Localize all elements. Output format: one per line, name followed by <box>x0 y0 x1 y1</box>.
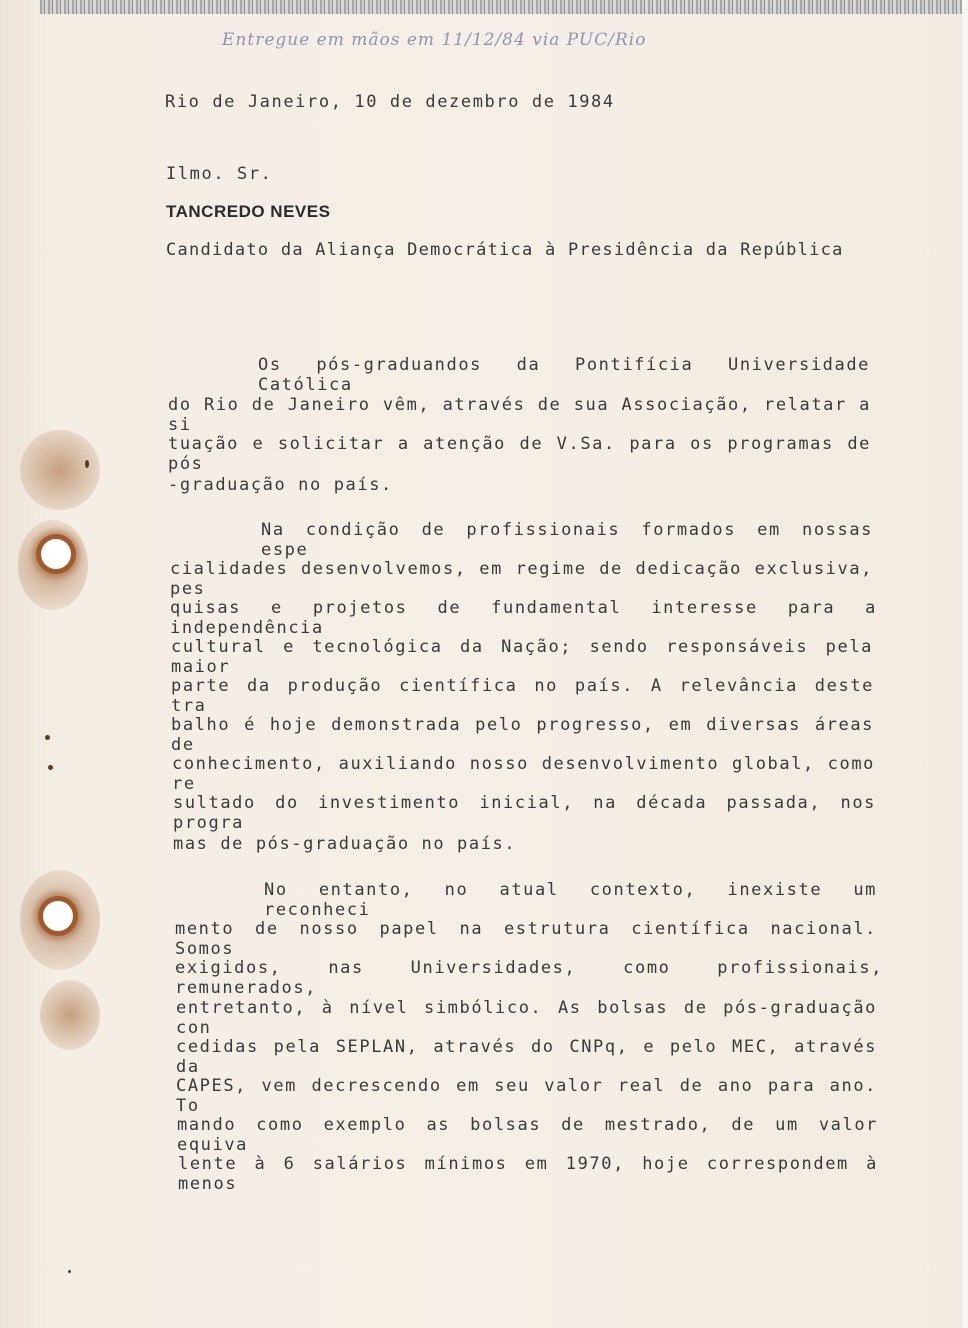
body-line: mando como exemplo as bolsas de mestrado, de um valor equiva <box>177 1115 878 1155</box>
body-line: quisas e projetos de fundamental interesse para a independência <box>170 598 877 638</box>
body-line: cultural e tecnológica da Nação; sendo responsáveis pela maior <box>171 637 873 677</box>
punch-hole-lower <box>43 901 73 931</box>
body-line: cedidas pela SEPLAN, através do CNPq, e pelo MEC, através da <box>176 1037 877 1077</box>
body-line: entretanto, à nível simbólico. As bolsas de pós-graduação con <box>176 998 877 1038</box>
body-line: balho é hoje demonstrada pelo progresso, em diversas áreas de <box>171 715 874 755</box>
rust-stain <box>40 980 100 1050</box>
body-line: tuação e solicitar a atenção de V.Sa. para os programas de pós <box>168 434 871 474</box>
rust-stain <box>20 430 100 510</box>
body-line: mento de nosso papel na estrutura científica nacional. Somos <box>175 919 877 959</box>
ink-speck <box>45 735 50 740</box>
body-line: sultado do investimento inicial, na década passada, nos progra <box>173 793 876 833</box>
body-line: mas de pós-graduação no país. <box>173 834 517 854</box>
ink-speck <box>48 765 53 770</box>
ink-speck <box>85 460 89 468</box>
recipient-name: TANCREDO NEVES <box>166 202 331 221</box>
body-line: do Rio de Janeiro vêm, através de sua Associação, relatar a si <box>168 395 871 435</box>
body-line: lente à 6 salários mínimos em 1970, hoje correspondem à menos <box>178 1154 878 1194</box>
page-right-margin <box>962 0 968 1328</box>
date-line: Rio de Janeiro, 10 de dezembro de 1984 <box>165 92 615 112</box>
salutation: Ilmo. Sr. <box>166 164 273 184</box>
body-line: Na condição de profissionais formados em nossas espe <box>261 520 873 560</box>
body-line: CAPES, vem decrescendo em seu valor real de ano para ano. To <box>176 1076 877 1116</box>
body-line: conhecimento, auxiliando nosso desenvolvimento global, como re <box>172 754 875 794</box>
handwritten-annotation: Entregue em mãos em 11/12/84 via PUC/Rio <box>222 30 647 50</box>
body-line: No entanto, no atual contexto, inexiste um reconheci <box>264 880 877 920</box>
body-line: Os pós-graduandos da Pontifícia Universidade Católica <box>258 355 870 395</box>
torn-top-edge <box>40 0 968 14</box>
body-line: cialidades desenvolvemos, em regime de dedicação exclusiva, pes <box>170 559 873 599</box>
body-line: parte da produção científica no país. A relevância deste tra <box>171 676 874 716</box>
punch-hole-upper <box>41 539 71 569</box>
body-line: -graduação no país. <box>168 475 393 495</box>
recipient-title: Candidato da Aliança Democrática à Presidência da República <box>166 240 844 260</box>
body-line: exigidos, nas Universidades, como profissionais, remunerados, <box>175 958 883 998</box>
ink-speck <box>68 1270 71 1273</box>
